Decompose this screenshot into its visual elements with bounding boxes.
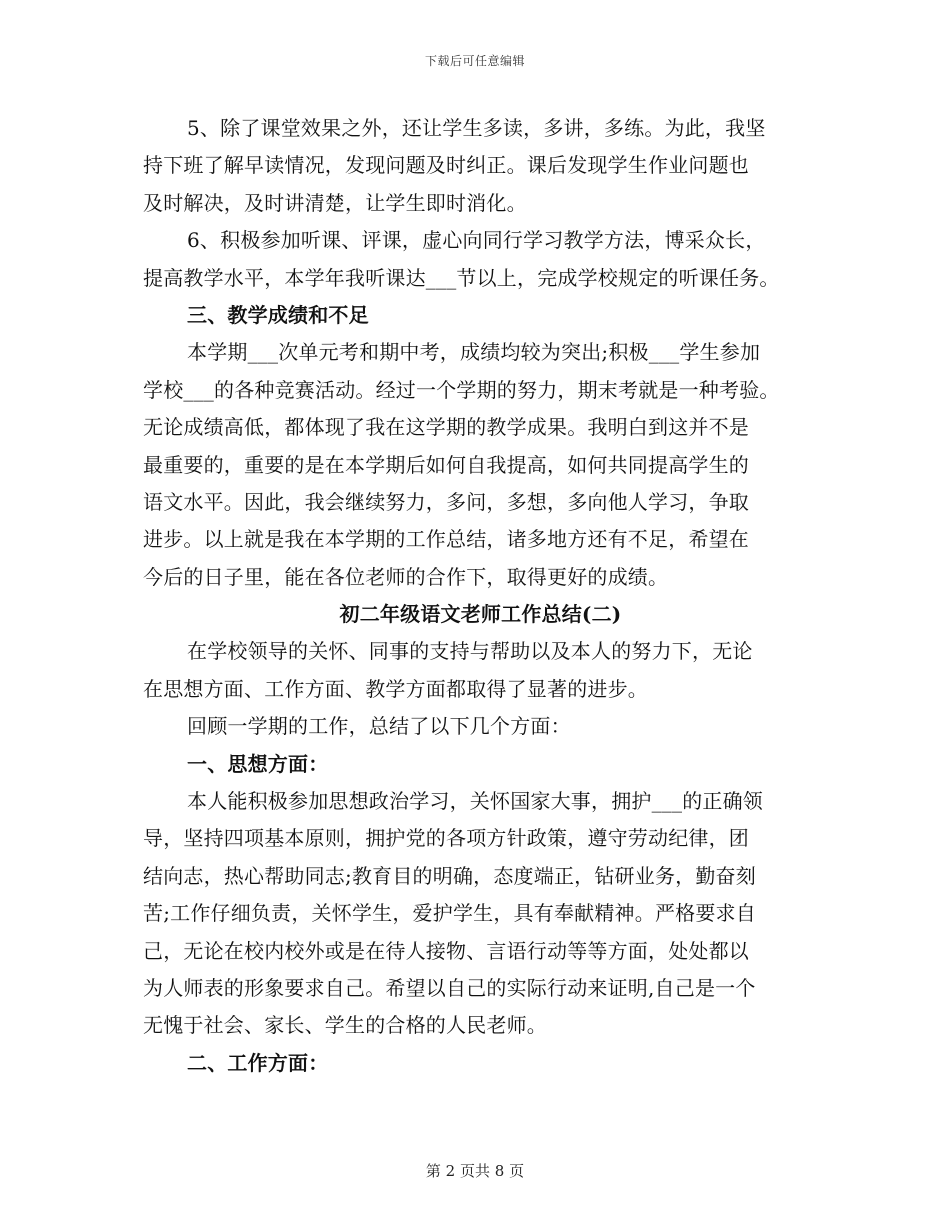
section-heading: 一、思想方面： xyxy=(187,751,329,776)
paragraph-line: 在学校领导的关怀、同事的支持与帮助以及本人的努力下，无论 xyxy=(187,639,753,664)
paragraph-line: 导，坚持四项基本原则，拥护党的各项方针政策，遵守劳动纪律，团 xyxy=(143,826,749,851)
paragraph-line: 无论成绩高低，都体现了我在这学期的教学成果。我明白到这并不是 xyxy=(143,415,749,440)
paragraph-line: 5、除了课堂效果之外，还让学生多读，多讲，多练。为此，我坚 xyxy=(187,116,766,140)
paragraph-line: 己，无论在校内校外或是在待人接物、言语行动等等方面，处处都以 xyxy=(143,938,749,963)
document-title: 初二年级语文老师工作总结(二) xyxy=(339,602,622,627)
paragraph-line: 在思想方面、工作方面、教学方面都取得了显著的进步。 xyxy=(143,676,648,701)
paragraph-line: 今后的日子里，能在各位老师的合作下，取得更好的成绩。 xyxy=(143,564,669,589)
paragraph-line: 本学期___次单元考和期中考，成绩均较为突出;积极___学生参加 xyxy=(187,340,761,365)
paragraph-line: 最重要的，重要的是在本学期后如何自我提高，如何共同提高学生的 xyxy=(143,452,749,477)
section-heading: 三、教学成绩和不足 xyxy=(187,302,369,327)
page-header: 下载后可任意编辑 xyxy=(424,54,525,68)
paragraph-line: 6、积极参加听课、评课，虚心向同行学习教学方法，博采众长， xyxy=(187,228,766,253)
paragraph-line: 结向志，热心帮助同志;教育目的明确，态度端正，钻研业务，勤奋刻 xyxy=(143,863,756,888)
paragraph-line: 语文水平。因此，我会继续努力，多问，多想，多向他人学习，争取 xyxy=(143,489,749,514)
paragraph-line: 苦;工作仔细负责，关怀学生，爱护学生，具有奉献精神。严格要求自 xyxy=(143,901,756,926)
paragraph-line: 提高教学水平，本学年我听课达___节以上，完成学校规定的听课任务。 xyxy=(143,265,780,290)
section-heading: 二、工作方面： xyxy=(187,1050,329,1075)
paragraph-line: 及时解决，及时讲清楚，让学生即时消化。 xyxy=(143,190,527,215)
paragraph-line: 无愧于社会、家长、学生的合格的人民老师。 xyxy=(143,1013,547,1038)
paragraph-line: 进步。以上就是我在本学期的工作总结，诸多地方还有不足，希望在 xyxy=(143,527,749,552)
paragraph-line: 持下班了解早读情况，发现问题及时纠正。课后发现学生作业问题也 xyxy=(143,153,749,178)
paragraph-line: 本人能积极参加思想政治学习，关怀国家大事，拥护___的正确领 xyxy=(187,789,763,814)
page-footer: 第 2 页共 8 页 xyxy=(425,1162,525,1180)
paragraph-line: 为人师表的形象要求自己。希望以自己的实际行动来证明,自己是一个 xyxy=(143,975,756,1000)
document-body xyxy=(143,110,818,1082)
paragraph-line: 学校___的各种竞赛活动。经过一个学期的努力，期末考就是一种考验。 xyxy=(143,377,780,402)
paragraph-line: 回顾一学期的工作，总结了以下几个方面： xyxy=(187,714,571,739)
